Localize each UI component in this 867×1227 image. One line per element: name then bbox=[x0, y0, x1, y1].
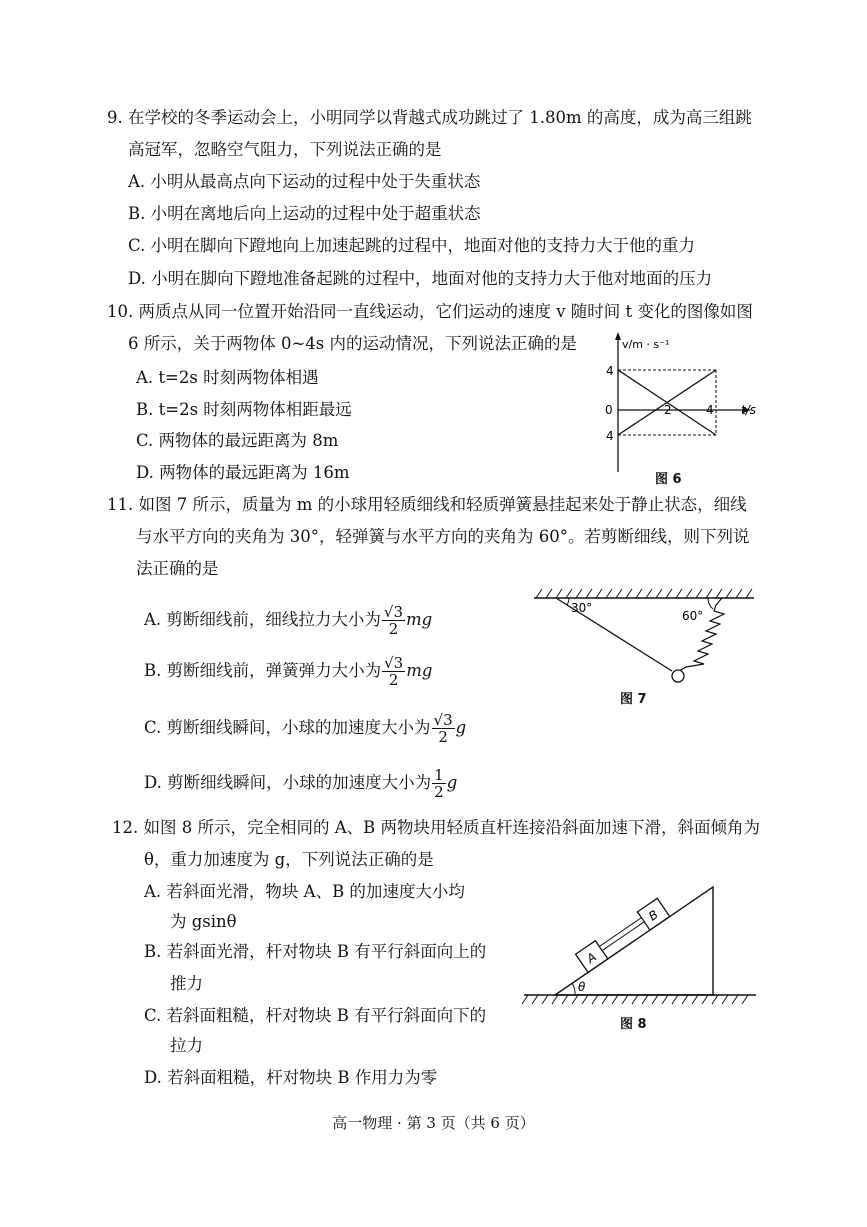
q12-option-b-line2: 推力 bbox=[170, 974, 203, 993]
tick-t-2: 2 bbox=[664, 403, 672, 417]
q9-stem-line2: 高冠军，忽略空气阻力，下列说法正确的是 bbox=[128, 140, 442, 159]
q11-option-a: A. 剪断细线前，细线拉力大小为 $\frac{√3}{2}$ mg bbox=[144, 603, 433, 638]
q9-stem-line1: 9. 在学校的冬季运动会上，小明同学以背越式成功跳过了 1.80m 的高度，成为高三组跳 bbox=[107, 108, 752, 127]
tick-v-top: 4 bbox=[606, 364, 614, 378]
q11-stem-line3: 法正确的是 bbox=[136, 559, 219, 578]
tick-t-4: 4 bbox=[706, 403, 714, 417]
page-footer: 高一物理 · 第 3 页（共 6 页） bbox=[332, 1114, 535, 1132]
tick-v-bottom: 4 bbox=[606, 429, 614, 443]
q9-option-c: C. 小明在脚向下蹬地向上加速起跳的过程中，地面对他的支持力大于他的重力 bbox=[128, 236, 696, 255]
q11-stem-line2: 与水平方向的夹角为 30°，轻弹簧与水平方向的夹角为 60°。若剪断细线，则下列说 bbox=[136, 527, 750, 546]
q10-option-a: A. t=2s 时刻两物体相遇 bbox=[136, 368, 319, 387]
q11-stem-line1: 11. 如图 7 所示，质量为 m 的小球用轻质细线和轻质弹簧悬挂起来处于静止状态，细线 bbox=[107, 495, 747, 514]
q12-option-d: D. 若斜面粗糙，杆对物块 B 作用力为零 bbox=[144, 1068, 438, 1087]
q11-option-d: D. 剪断细线瞬间，小球的加速度大小为 $\frac{1}{2}$ g bbox=[144, 766, 458, 801]
figure-7-caption: 图 7 bbox=[620, 692, 647, 707]
figure-8-caption: 图 8 bbox=[620, 1017, 647, 1032]
q12-stem-line1: 12. 如图 8 所示，完全相同的 A、B 两物块用轻质直杆连接沿斜面加速下滑，斜面倾角为 bbox=[112, 818, 761, 837]
ball bbox=[672, 670, 684, 682]
q12-option-a-line2: 为 gsinθ bbox=[170, 912, 237, 931]
q9-option-b: B. 小明在离地后向上运动的过程中处于超重状态 bbox=[128, 204, 481, 223]
block-b-label: B bbox=[646, 907, 661, 924]
q9-option-a: A. 小明从最高点向下运动的过程中处于失重状态 bbox=[128, 172, 481, 191]
block-a-label: A bbox=[584, 949, 599, 966]
figure-7-hanging-ball bbox=[526, 588, 766, 698]
q10-option-b: B. t=2s 时刻两物体相距最远 bbox=[136, 400, 352, 419]
angle-string-label: 30° bbox=[571, 601, 593, 615]
q10-option-d: D. 两物体的最远距离为 16m bbox=[136, 463, 350, 482]
origin-label: 0 bbox=[605, 403, 613, 417]
figure-8-incline bbox=[520, 862, 760, 1022]
figure-6-vt-graph bbox=[598, 332, 768, 482]
y-axis-label: v/m · s⁻¹ bbox=[622, 338, 670, 351]
q12-option-b-line1: B. 若斜面光滑，杆对物块 B 有平行斜面向上的 bbox=[144, 942, 487, 961]
angle-spring-label: 60° bbox=[682, 609, 704, 623]
q11-option-c: C. 剪断细线瞬间，小球的加速度大小为 $\frac{√3}{2}$ g bbox=[144, 711, 467, 746]
q10-option-c: C. 两物体的最远距离为 8m bbox=[136, 431, 339, 450]
q12-option-c-line2: 拉力 bbox=[170, 1036, 203, 1055]
q9-option-d: D. 小明在脚向下蹬地准备起跳的过程中，地面对他的支持力大于他对地面的压力 bbox=[128, 269, 713, 288]
connecting-rod bbox=[599, 918, 644, 951]
x-axis-label: t/s bbox=[741, 403, 756, 417]
q12-stem-line2: θ，重力加速度为 g，下列说法正确的是 bbox=[144, 850, 434, 869]
q10-stem-line1: 10. 两质点从同一位置开始沿同一直线运动，它们运动的速度 v 随时间 t 变化的图像如图 bbox=[107, 302, 753, 321]
incline-wedge bbox=[555, 887, 713, 995]
figure-6-caption: 图 6 bbox=[655, 472, 682, 487]
q12-option-c-line1: C. 若斜面粗糙，杆对物块 B 有平行斜面向下的 bbox=[144, 1006, 487, 1025]
q10-stem-line2: 6 所示，关于两物体 0~4s 内的运动情况，下列说法正确的是 bbox=[128, 334, 578, 353]
q11-option-b: B. 剪断细线前，弹簧弹力大小为 $\frac{√3}{2}$ mg bbox=[144, 654, 433, 689]
angle-theta-label: θ bbox=[578, 980, 586, 994]
q12-option-a-line1: A. 若斜面光滑，物块 A、B 的加速度大小均 bbox=[144, 882, 465, 901]
